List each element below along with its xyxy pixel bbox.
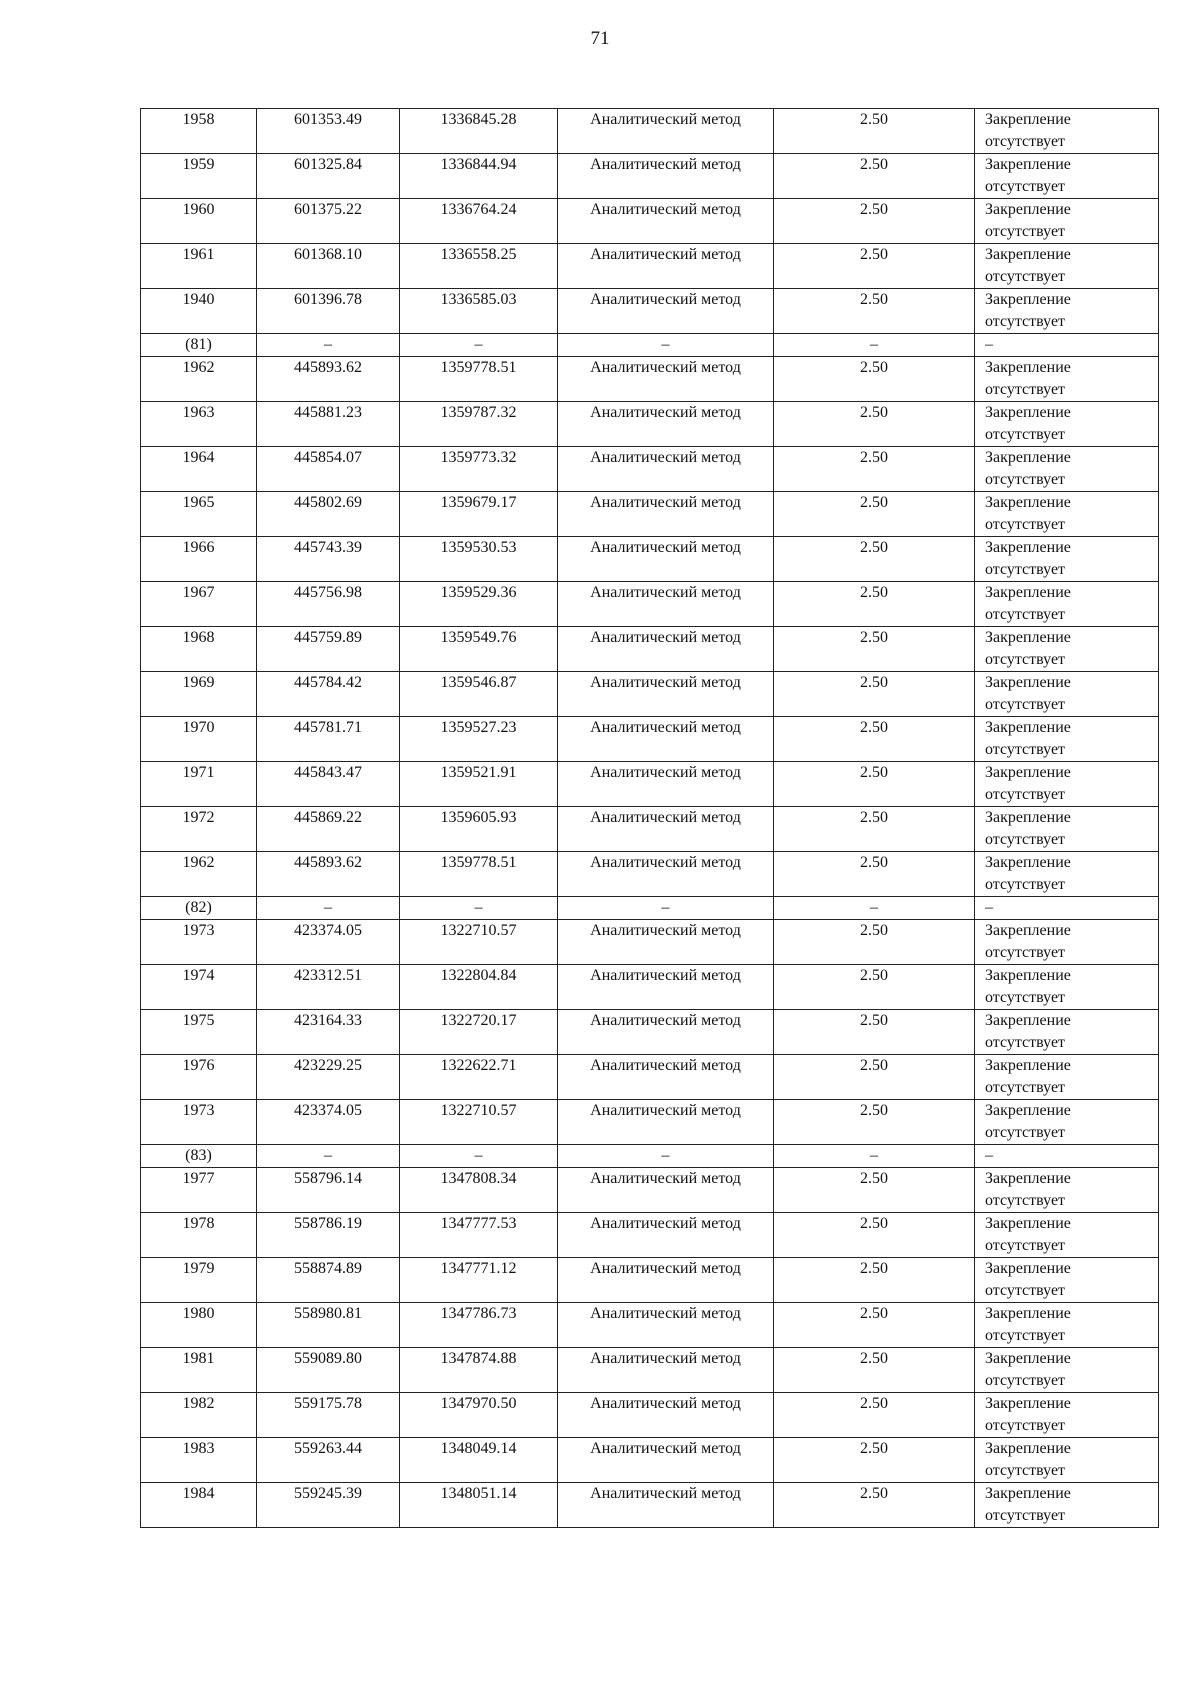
y-coordinate-cell: 1359529.36 xyxy=(400,582,558,627)
point-number-cell: 1973 xyxy=(141,1100,257,1145)
y-coordinate-cell: 1322710.57 xyxy=(400,920,558,965)
method-cell: Аналитический метод xyxy=(558,717,774,762)
method-cell: Аналитический метод xyxy=(558,154,774,199)
accuracy-cell: 2.50 xyxy=(774,582,975,627)
x-coordinate-cell: 445881.23 xyxy=(257,402,400,447)
y-coordinate-cell: 1359549.76 xyxy=(400,627,558,672)
point-number-cell: 1961 xyxy=(141,244,257,289)
fixing-cell: Закрепление отсутствует xyxy=(975,1100,1159,1145)
y-coordinate-cell: 1359679.17 xyxy=(400,492,558,537)
accuracy-cell: 2.50 xyxy=(774,447,975,492)
fixing-cell: Закрепление отсутствует xyxy=(975,1438,1159,1483)
fixing-cell: Закрепление отсутствует xyxy=(975,1055,1159,1100)
point-number-cell: (82) xyxy=(141,897,257,920)
table-body xyxy=(141,109,1159,1528)
x-coordinate-cell: 445802.69 xyxy=(257,492,400,537)
point-number-cell: 1981 xyxy=(141,1348,257,1393)
y-coordinate-cell: 1347777.53 xyxy=(400,1213,558,1258)
table-row xyxy=(141,537,1159,582)
fixing-cell: Закрепление отсутствует xyxy=(975,1213,1159,1258)
x-coordinate-cell: 423164.33 xyxy=(257,1010,400,1055)
x-coordinate-cell: 445893.62 xyxy=(257,357,400,402)
point-number-cell: 1970 xyxy=(141,717,257,762)
fixing-cell: Закрепление отсутствует xyxy=(975,672,1159,717)
coordinates-table xyxy=(140,108,1159,1528)
accuracy-cell: 2.50 xyxy=(774,1258,975,1303)
y-coordinate-cell: 1322622.71 xyxy=(400,1055,558,1100)
x-coordinate-cell: 423374.05 xyxy=(257,920,400,965)
table-row xyxy=(141,1168,1159,1213)
accuracy-cell: 2.50 xyxy=(774,1168,975,1213)
method-cell: Аналитический метод xyxy=(558,1303,774,1348)
y-coordinate-cell: 1336558.25 xyxy=(400,244,558,289)
x-coordinate-cell: 445784.42 xyxy=(257,672,400,717)
accuracy-cell: – xyxy=(774,1145,975,1168)
fixing-cell: Закрепление отсутствует xyxy=(975,1303,1159,1348)
y-coordinate-cell: 1322720.17 xyxy=(400,1010,558,1055)
y-coordinate-cell: 1336585.03 xyxy=(400,289,558,334)
fixing-cell: Закрепление отсутствует xyxy=(975,492,1159,537)
x-coordinate-cell: 558980.81 xyxy=(257,1303,400,1348)
fixing-cell: Закрепление отсутствует xyxy=(975,1393,1159,1438)
x-coordinate-cell: 423312.51 xyxy=(257,965,400,1010)
accuracy-cell: 2.50 xyxy=(774,537,975,582)
accuracy-cell: 2.50 xyxy=(774,965,975,1010)
table-row xyxy=(141,807,1159,852)
x-coordinate-cell: 558796.14 xyxy=(257,1168,400,1213)
fixing-cell: Закрепление отсутствует xyxy=(975,627,1159,672)
method-cell: – xyxy=(558,897,774,920)
fixing-cell: Закрепление отсутствует xyxy=(975,582,1159,627)
point-number-cell: 1984 xyxy=(141,1483,257,1528)
x-coordinate-cell: 601375.22 xyxy=(257,199,400,244)
accuracy-cell: 2.50 xyxy=(774,1348,975,1393)
point-number-cell: 1962 xyxy=(141,852,257,897)
y-coordinate-cell: 1347970.50 xyxy=(400,1393,558,1438)
point-number-cell: 1965 xyxy=(141,492,257,537)
fixing-cell: Закрепление отсутствует xyxy=(975,1483,1159,1528)
table-row xyxy=(141,357,1159,402)
x-coordinate-cell: 445743.39 xyxy=(257,537,400,582)
fixing-cell: Закрепление отсутствует xyxy=(975,402,1159,447)
method-cell: Аналитический метод xyxy=(558,357,774,402)
x-coordinate-cell: 601325.84 xyxy=(257,154,400,199)
method-cell: Аналитический метод xyxy=(558,852,774,897)
fixing-cell: Закрепление отсутствует xyxy=(975,920,1159,965)
point-number-cell: 1964 xyxy=(141,447,257,492)
point-number-cell: 1971 xyxy=(141,762,257,807)
method-cell: Аналитический метод xyxy=(558,1010,774,1055)
accuracy-cell: – xyxy=(774,897,975,920)
point-number-cell: 1978 xyxy=(141,1213,257,1258)
method-cell: Аналитический метод xyxy=(558,1483,774,1528)
x-coordinate-cell: – xyxy=(257,334,400,357)
fixing-cell: – xyxy=(975,334,1159,357)
accuracy-cell: 2.50 xyxy=(774,199,975,244)
x-coordinate-cell: 445781.71 xyxy=(257,717,400,762)
y-coordinate-cell: 1359521.91 xyxy=(400,762,558,807)
accuracy-cell: 2.50 xyxy=(774,807,975,852)
method-cell: Аналитический метод xyxy=(558,1100,774,1145)
fixing-cell: Закрепление отсутствует xyxy=(975,447,1159,492)
y-coordinate-cell: 1322804.84 xyxy=(400,965,558,1010)
x-coordinate-cell: 559263.44 xyxy=(257,1438,400,1483)
x-coordinate-cell: 601396.78 xyxy=(257,289,400,334)
y-coordinate-cell: 1359605.93 xyxy=(400,807,558,852)
table-row xyxy=(141,244,1159,289)
fixing-cell: Закрепление отсутствует xyxy=(975,244,1159,289)
point-number-cell: 1960 xyxy=(141,199,257,244)
method-cell: Аналитический метод xyxy=(558,1348,774,1393)
fixing-cell: Закрепление отсутствует xyxy=(975,1348,1159,1393)
accuracy-cell: 2.50 xyxy=(774,1393,975,1438)
accuracy-cell: 2.50 xyxy=(774,289,975,334)
method-cell: Аналитический метод xyxy=(558,920,774,965)
y-coordinate-cell: 1359778.51 xyxy=(400,852,558,897)
table-row xyxy=(141,672,1159,717)
x-coordinate-cell: 558874.89 xyxy=(257,1258,400,1303)
table-row xyxy=(141,199,1159,244)
y-coordinate-cell: 1348051.14 xyxy=(400,1483,558,1528)
point-number-cell: 1940 xyxy=(141,289,257,334)
table-row xyxy=(141,852,1159,897)
y-coordinate-cell: – xyxy=(400,334,558,357)
table-row xyxy=(141,582,1159,627)
x-coordinate-cell: 601368.10 xyxy=(257,244,400,289)
fixing-cell: Закрепление отсутствует xyxy=(975,717,1159,762)
point-number-cell: 1959 xyxy=(141,154,257,199)
method-cell: Аналитический метод xyxy=(558,807,774,852)
accuracy-cell: 2.50 xyxy=(774,154,975,199)
table-row xyxy=(141,627,1159,672)
x-coordinate-cell: 445756.98 xyxy=(257,582,400,627)
method-cell: Аналитический метод xyxy=(558,627,774,672)
y-coordinate-cell: 1359778.51 xyxy=(400,357,558,402)
fixing-cell: Закрепление отсутствует xyxy=(975,1010,1159,1055)
y-coordinate-cell: 1359787.32 xyxy=(400,402,558,447)
accuracy-cell: 2.50 xyxy=(774,244,975,289)
table-row xyxy=(141,154,1159,199)
y-coordinate-cell: 1347786.73 xyxy=(400,1303,558,1348)
y-coordinate-cell: 1336845.28 xyxy=(400,109,558,154)
point-number-cell: 1983 xyxy=(141,1438,257,1483)
table-row xyxy=(141,402,1159,447)
x-coordinate-cell: 445854.07 xyxy=(257,447,400,492)
method-cell: Аналитический метод xyxy=(558,965,774,1010)
fixing-cell: Закрепление отсутствует xyxy=(975,762,1159,807)
accuracy-cell: 2.50 xyxy=(774,357,975,402)
fixing-cell: Закрепление отсутствует xyxy=(975,199,1159,244)
y-coordinate-cell: 1347771.12 xyxy=(400,1258,558,1303)
y-coordinate-cell: 1359530.53 xyxy=(400,537,558,582)
y-coordinate-cell: 1359546.87 xyxy=(400,672,558,717)
contour-separator-row xyxy=(141,334,1159,357)
point-number-cell: (83) xyxy=(141,1145,257,1168)
x-coordinate-cell: 445869.22 xyxy=(257,807,400,852)
method-cell: Аналитический метод xyxy=(558,582,774,627)
method-cell: Аналитический метод xyxy=(558,109,774,154)
method-cell: Аналитический метод xyxy=(558,762,774,807)
y-coordinate-cell: 1359527.23 xyxy=(400,717,558,762)
point-number-cell: 1980 xyxy=(141,1303,257,1348)
x-coordinate-cell: 445893.62 xyxy=(257,852,400,897)
fixing-cell: – xyxy=(975,1145,1159,1168)
y-coordinate-cell: 1348049.14 xyxy=(400,1438,558,1483)
method-cell: Аналитический метод xyxy=(558,492,774,537)
point-number-cell: 1974 xyxy=(141,965,257,1010)
point-number-cell: 1975 xyxy=(141,1010,257,1055)
table-row xyxy=(141,1258,1159,1303)
method-cell: – xyxy=(558,1145,774,1168)
method-cell: Аналитический метод xyxy=(558,1393,774,1438)
fixing-cell: Закрепление отсутствует xyxy=(975,807,1159,852)
method-cell: Аналитический метод xyxy=(558,1213,774,1258)
method-cell: Аналитический метод xyxy=(558,1258,774,1303)
table-row xyxy=(141,920,1159,965)
x-coordinate-cell: – xyxy=(257,1145,400,1168)
table-row xyxy=(141,1483,1159,1528)
y-coordinate-cell: 1359773.32 xyxy=(400,447,558,492)
point-number-cell: 1967 xyxy=(141,582,257,627)
fixing-cell: Закрепление отсутствует xyxy=(975,965,1159,1010)
point-number-cell: 1968 xyxy=(141,627,257,672)
accuracy-cell: 2.50 xyxy=(774,672,975,717)
fixing-cell: Закрепление отсутствует xyxy=(975,537,1159,582)
table-row xyxy=(141,1213,1159,1258)
y-coordinate-cell: 1336844.94 xyxy=(400,154,558,199)
y-coordinate-cell: 1347874.88 xyxy=(400,1348,558,1393)
method-cell: Аналитический метод xyxy=(558,244,774,289)
point-number-cell: 1969 xyxy=(141,672,257,717)
accuracy-cell: 2.50 xyxy=(774,1303,975,1348)
fixing-cell: Закрепление отсутствует xyxy=(975,1258,1159,1303)
method-cell: Аналитический метод xyxy=(558,402,774,447)
fixing-cell: Закрепление отсутствует xyxy=(975,357,1159,402)
fixing-cell: – xyxy=(975,897,1159,920)
y-coordinate-cell: – xyxy=(400,897,558,920)
table-row xyxy=(141,109,1159,154)
x-coordinate-cell: 423374.05 xyxy=(257,1100,400,1145)
method-cell: Аналитический метод xyxy=(558,289,774,334)
x-coordinate-cell: – xyxy=(257,897,400,920)
table-row xyxy=(141,289,1159,334)
accuracy-cell: 2.50 xyxy=(774,852,975,897)
y-coordinate-cell: – xyxy=(400,1145,558,1168)
accuracy-cell: 2.50 xyxy=(774,492,975,537)
x-coordinate-cell: 559175.78 xyxy=(257,1393,400,1438)
method-cell: Аналитический метод xyxy=(558,672,774,717)
method-cell: Аналитический метод xyxy=(558,199,774,244)
point-number-cell: 1962 xyxy=(141,357,257,402)
accuracy-cell: 2.50 xyxy=(774,762,975,807)
table-row xyxy=(141,1438,1159,1483)
point-number-cell: 1966 xyxy=(141,537,257,582)
accuracy-cell: 2.50 xyxy=(774,1100,975,1145)
x-coordinate-cell: 558786.19 xyxy=(257,1213,400,1258)
accuracy-cell: 2.50 xyxy=(774,1010,975,1055)
table-row xyxy=(141,1055,1159,1100)
x-coordinate-cell: 559089.80 xyxy=(257,1348,400,1393)
contour-separator-row xyxy=(141,1145,1159,1168)
method-cell: Аналитический метод xyxy=(558,537,774,582)
x-coordinate-cell: 559245.39 xyxy=(257,1483,400,1528)
fixing-cell: Закрепление отсутствует xyxy=(975,154,1159,199)
point-number-cell: 1979 xyxy=(141,1258,257,1303)
table-row xyxy=(141,1010,1159,1055)
table-row xyxy=(141,492,1159,537)
y-coordinate-cell: 1336764.24 xyxy=(400,199,558,244)
x-coordinate-cell: 601353.49 xyxy=(257,109,400,154)
accuracy-cell: 2.50 xyxy=(774,402,975,447)
method-cell: Аналитический метод xyxy=(558,447,774,492)
accuracy-cell: – xyxy=(774,334,975,357)
point-number-cell: (81) xyxy=(141,334,257,357)
point-number-cell: 1976 xyxy=(141,1055,257,1100)
fixing-cell: Закрепление отсутствует xyxy=(975,1168,1159,1213)
fixing-cell: Закрепление отсутствует xyxy=(975,289,1159,334)
table-row xyxy=(141,1393,1159,1438)
method-cell: Аналитический метод xyxy=(558,1055,774,1100)
table-row xyxy=(141,1348,1159,1393)
fixing-cell: Закрепление отсутствует xyxy=(975,109,1159,154)
y-coordinate-cell: 1347808.34 xyxy=(400,1168,558,1213)
accuracy-cell: 2.50 xyxy=(774,1483,975,1528)
method-cell: Аналитический метод xyxy=(558,1438,774,1483)
y-coordinate-cell: 1322710.57 xyxy=(400,1100,558,1145)
x-coordinate-cell: 445759.89 xyxy=(257,627,400,672)
x-coordinate-cell: 445843.47 xyxy=(257,762,400,807)
method-cell: – xyxy=(558,334,774,357)
point-number-cell: 1977 xyxy=(141,1168,257,1213)
method-cell: Аналитический метод xyxy=(558,1168,774,1213)
fixing-cell: Закрепление отсутствует xyxy=(975,852,1159,897)
table-row xyxy=(141,1303,1159,1348)
table-row xyxy=(141,717,1159,762)
table-row xyxy=(141,447,1159,492)
point-number-cell: 1963 xyxy=(141,402,257,447)
point-number-cell: 1958 xyxy=(141,109,257,154)
accuracy-cell: 2.50 xyxy=(774,920,975,965)
table-row xyxy=(141,1100,1159,1145)
accuracy-cell: 2.50 xyxy=(774,717,975,762)
accuracy-cell: 2.50 xyxy=(774,1055,975,1100)
accuracy-cell: 2.50 xyxy=(774,627,975,672)
accuracy-cell: 2.50 xyxy=(774,1213,975,1258)
point-number-cell: 1982 xyxy=(141,1393,257,1438)
table-row xyxy=(141,762,1159,807)
point-number-cell: 1973 xyxy=(141,920,257,965)
page-number: 71 xyxy=(590,28,610,49)
accuracy-cell: 2.50 xyxy=(774,1438,975,1483)
accuracy-cell: 2.50 xyxy=(774,109,975,154)
contour-separator-row xyxy=(141,897,1159,920)
table-row xyxy=(141,965,1159,1010)
point-number-cell: 1972 xyxy=(141,807,257,852)
x-coordinate-cell: 423229.25 xyxy=(257,1055,400,1100)
